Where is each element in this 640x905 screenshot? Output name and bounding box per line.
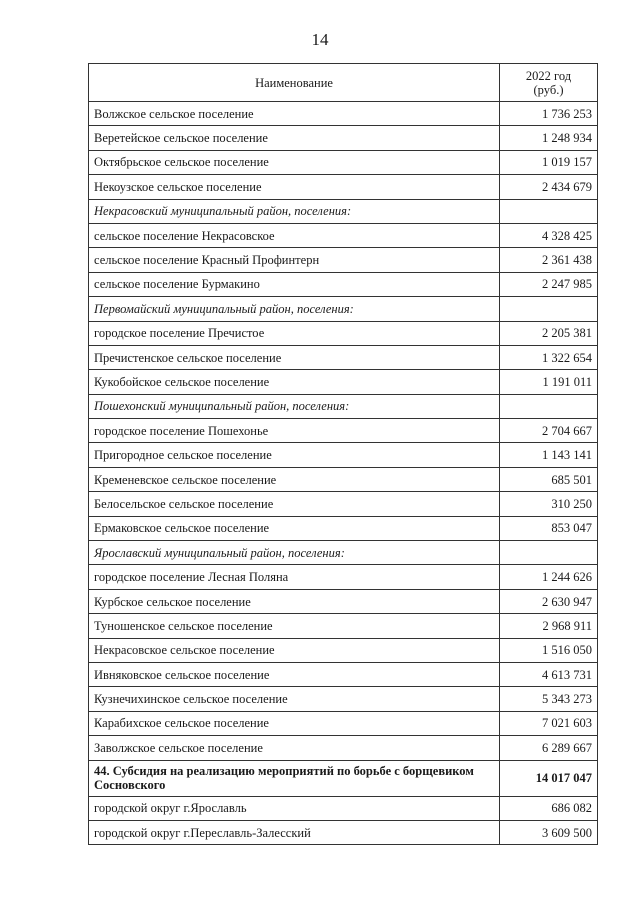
amount-cell: 686 082	[500, 796, 598, 820]
column-header-year-label: 2022 год	[525, 68, 572, 83]
settlement-name: Октябрьское сельское поселение	[89, 150, 500, 174]
page-number: 14	[311, 30, 329, 49]
settlement-name: сельское поселение Некрасовское	[89, 223, 500, 247]
district-group-row	[89, 297, 598, 321]
district-name: Ярославский муниципальный район, поселения:	[89, 541, 500, 565]
amount-cell: 2 968 911	[500, 614, 598, 638]
settlement-name: Белосельское сельское поселение	[89, 492, 500, 516]
amount-cell: 1 516 050	[500, 638, 598, 662]
amount-cell	[500, 297, 598, 321]
amount-cell: 1 322 654	[500, 345, 598, 369]
amount-cell: 3 609 500	[500, 820, 598, 844]
district-group-row	[89, 199, 598, 223]
table-row	[89, 820, 598, 844]
amount-cell	[500, 199, 598, 223]
table-row	[89, 223, 598, 247]
table-row	[89, 662, 598, 686]
amount-cell: 5 343 273	[500, 687, 598, 711]
settlement-name: городское поселение Пошехонье	[89, 419, 500, 443]
amount-cell: 7 021 603	[500, 711, 598, 735]
section-total: 14 017 047	[500, 760, 598, 796]
settlement-name: Пречистенское сельское поселение	[89, 345, 500, 369]
table-row	[89, 126, 598, 150]
settlement-name: Ермаковское сельское поселение	[89, 516, 500, 540]
table-row	[89, 272, 598, 296]
district-name: Пошехонский муниципальный район, поселения:	[89, 394, 500, 418]
table-row	[89, 150, 598, 174]
amount-cell: 2 704 667	[500, 419, 598, 443]
settlement-name: сельское поселение Бурмакино	[89, 272, 500, 296]
table-row	[89, 516, 598, 540]
settlement-name: городской округ г.Переславль-Залесский	[89, 820, 500, 844]
amount-cell: 853 047	[500, 516, 598, 540]
amount-cell: 4 613 731	[500, 662, 598, 686]
amount-cell: 1 019 157	[500, 150, 598, 174]
settlement-name: Кукобойское сельское поселение	[89, 370, 500, 394]
settlement-name: городское поселение Пречистое	[89, 321, 500, 345]
settlement-name: городской округ г.Ярославль	[89, 796, 500, 820]
amount-cell	[500, 541, 598, 565]
amount-cell	[500, 394, 598, 418]
table-row	[89, 711, 598, 735]
table-row	[89, 248, 598, 272]
district-group-row	[89, 541, 598, 565]
amount-cell: 310 250	[500, 492, 598, 516]
table-header-row	[89, 64, 598, 102]
column-header-year	[500, 64, 598, 102]
column-header-name: Наименование	[89, 64, 500, 102]
settlement-name: Кузнечихинское сельское поселение	[89, 687, 500, 711]
table-row	[89, 443, 598, 467]
amount-cell: 2 434 679	[500, 175, 598, 199]
settlement-name: Веретейское сельское поселение	[89, 126, 500, 150]
district-group-row	[89, 394, 598, 418]
settlement-name: городское поселение Лесная Поляна	[89, 565, 500, 589]
amount-cell: 1 244 626	[500, 565, 598, 589]
section-title: 44. Субсидия на реализацию мероприятий по борьбе с борщевиком Сосновского	[89, 760, 500, 796]
settlement-name: Пригородное сельское поселение	[89, 443, 500, 467]
amount-cell: 2 630 947	[500, 589, 598, 613]
district-name: Первомайский муниципальный район, поселения:	[89, 297, 500, 321]
section-heading-row	[89, 760, 598, 796]
amount-cell: 1 143 141	[500, 443, 598, 467]
settlement-name: Курбское сельское поселение	[89, 589, 500, 613]
amount-cell: 2 247 985	[500, 272, 598, 296]
table-row	[89, 345, 598, 369]
table-row	[89, 736, 598, 760]
amount-cell: 1 248 934	[500, 126, 598, 150]
settlement-name: Некрасовское сельское поселение	[89, 638, 500, 662]
table-body	[89, 102, 598, 845]
amount-cell: 2 205 381	[500, 321, 598, 345]
amount-cell: 4 328 425	[500, 223, 598, 247]
table-row	[89, 614, 598, 638]
settlement-name: Карабихское сельское поселение	[89, 711, 500, 735]
table-row	[89, 589, 598, 613]
table-row	[89, 419, 598, 443]
column-header-unit: (руб.)	[533, 82, 564, 97]
settlement-name: Волжское сельское поселение	[89, 102, 500, 126]
table-row	[89, 321, 598, 345]
subsidy-table	[88, 63, 598, 845]
table-row	[89, 796, 598, 820]
table-row	[89, 370, 598, 394]
amount-cell: 1 191 011	[500, 370, 598, 394]
district-name: Некрасовский муниципальный район, поселения:	[89, 199, 500, 223]
table-row	[89, 565, 598, 589]
table-row	[89, 102, 598, 126]
settlement-name: Заволжское сельское поселение	[89, 736, 500, 760]
table-row	[89, 492, 598, 516]
settlement-name: Туношенское сельское поселение	[89, 614, 500, 638]
table-row	[89, 175, 598, 199]
table-row	[89, 687, 598, 711]
table-row	[89, 467, 598, 491]
settlement-name: Некоузское сельское поселение	[89, 175, 500, 199]
amount-cell: 2 361 438	[500, 248, 598, 272]
amount-cell: 1 736 253	[500, 102, 598, 126]
settlement-name: Кременевское сельское поселение	[89, 467, 500, 491]
settlement-name: Ивняковское сельское поселение	[89, 662, 500, 686]
settlement-name: сельское поселение Красный Профинтерн	[89, 248, 500, 272]
amount-cell: 6 289 667	[500, 736, 598, 760]
table-row	[89, 638, 598, 662]
amount-cell: 685 501	[500, 467, 598, 491]
